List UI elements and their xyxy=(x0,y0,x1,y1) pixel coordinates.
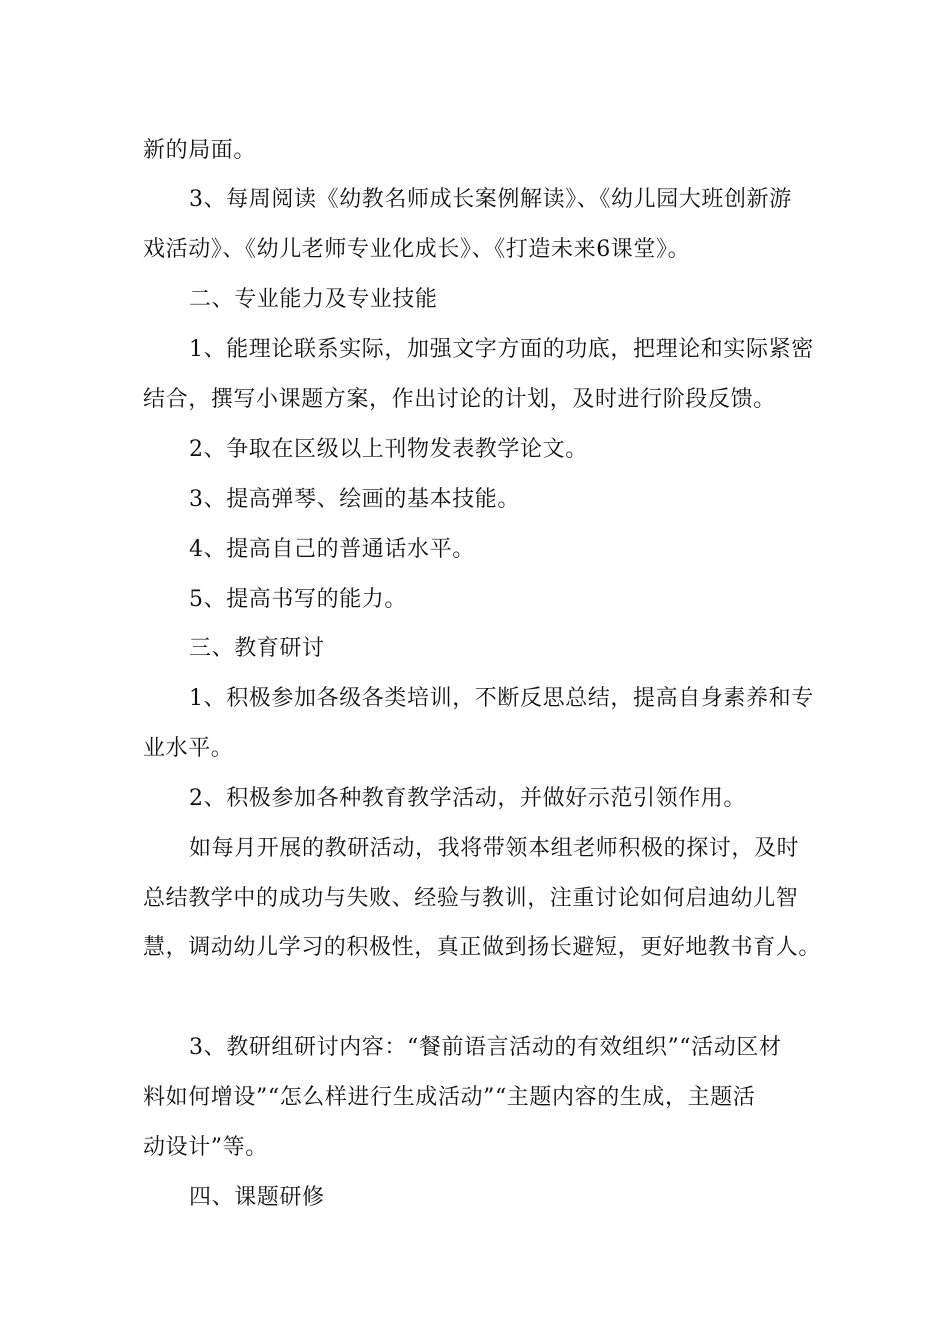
text-line: 业水平。 xyxy=(143,736,234,761)
text-line: 结合，撰写小课题方案，作出讨论的计划，及时进行阶段反馈。 xyxy=(143,387,776,412)
text-line: 料如何增设”“怎么样进行生成活动”“主题内容的生成，主题活 xyxy=(143,1085,756,1110)
text-line: 动设计”等。 xyxy=(143,1135,268,1160)
text-line: 总结教学中的成功与失败、经验与教训，注重讨论如何启迪幼儿智 xyxy=(143,886,799,911)
text-line: 3、教研组研讨内容：“餐前语言活动的有效组织”“活动区材 xyxy=(189,1035,782,1060)
text-line: 2、争取在区级以上刊物发表教学论文。 xyxy=(189,437,588,462)
text-line: 新的局面。 xyxy=(143,138,257,163)
text-line: 5、提高书写的能力。 xyxy=(189,587,407,612)
text-line: 如每月开展的教研活动，我将带领本组老师积极的探讨，及时 xyxy=(189,836,800,861)
text-line: 1、能理论联系实际，加强文字方面的功底，把理论和实际紧密 xyxy=(189,337,814,362)
text-line: 慧，调动幼儿学习的积极性，真正做到扬长避短，更好地教书育人。 xyxy=(143,935,822,960)
text-line: 1、积极参加各级各类培训，不断反思总结，提高自身素养和专 xyxy=(189,686,814,711)
section-heading: 四、课题研修 xyxy=(189,1185,325,1210)
section-heading: 二、专业能力及专业技能 xyxy=(189,287,438,312)
text-line: 3、提高弹琴、绘画的基本技能。 xyxy=(189,487,520,512)
text-line: 4、提高自己的普通话水平。 xyxy=(189,537,475,562)
text-line: 3、每周阅读《幼教名师成长案例解读》、《幼儿园大班创新游 xyxy=(189,187,792,212)
section-heading: 三、教育研讨 xyxy=(189,636,325,661)
text-line: 戏活动》、《幼儿老师专业化成长》、《打造未来6课堂》。 xyxy=(143,237,691,262)
text-line: 2、积极参加各种教育教学活动，并做好示范引领作用。 xyxy=(189,786,746,811)
